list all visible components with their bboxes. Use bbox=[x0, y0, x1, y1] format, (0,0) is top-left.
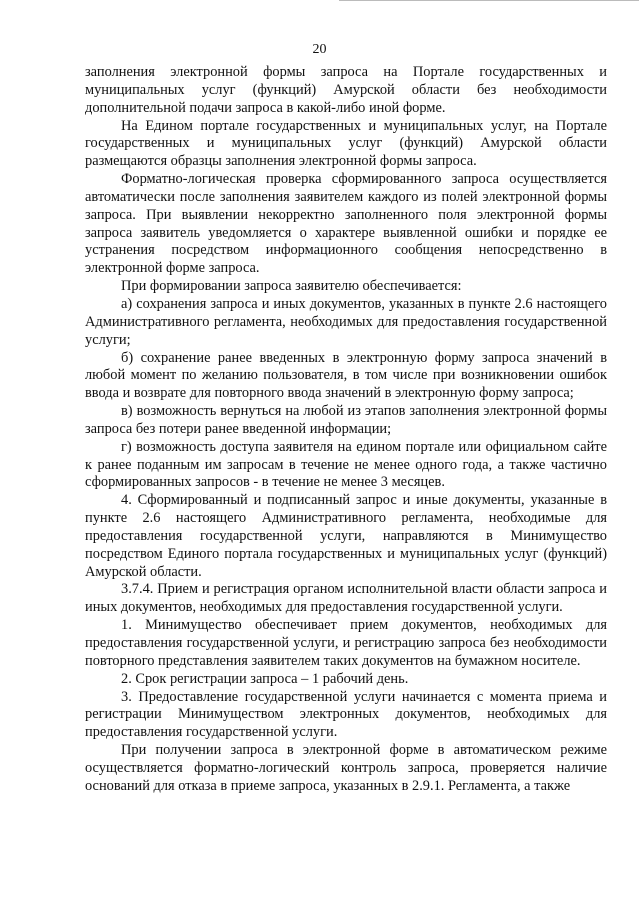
document-body bbox=[85, 64, 607, 796]
list-item-b: б) сохранение ранее введенных в электронную форму запроса значений в любой момент по желанию пользователя, в том числе при возникновении ошибок ввода и возврате для повторного ввода значений в электронную форму запроса; bbox=[85, 349, 607, 402]
paragraph-item-1: 1. Минимущество обеспечивает прием документов, необходимых для предоставления государственной услуги, и регистрацию запроса без необходимости повторного представления заявителем таких документов на бумажном носителе. bbox=[85, 617, 607, 669]
scan-edge-line bbox=[339, 0, 639, 3]
section-heading-3-7-4: 3.7.4. Прием и регистрация органом исполнительной власти области запроса и иных документов, необходимых для предоставления государственной услуги. bbox=[85, 581, 607, 616]
list-item-v: в) возможность вернуться на любой из этапов заполнения электронной формы запроса без потери ранее введенной информации; bbox=[85, 403, 607, 437]
paragraph-1: заполнения электронной формы запроса на Портале государственных и муниципальных услуг (функций) Амурской области без необходимости дополнительной подачи запроса в какой-либо иной форме. bbox=[85, 64, 607, 116]
paragraph-last: При получении запроса в электронной форме в автоматическом режиме осуществляется форматно-логический контроль запроса, проверяется наличие оснований для отказа в приеме запроса, указанных в 2.9.1. Регламента, а также bbox=[85, 742, 607, 794]
paragraph-item-2: 2. Срок регистрации запроса – 1 рабочий день. bbox=[121, 670, 409, 687]
paragraph-item-4: 4. Сформированный и подписанный запрос и иные документы, указанные в пункте 2.6 настоящего Административного регламента, необходимые для предоставления государственной услуги, направляются в Минимущество посредством Единого портала государственных и муниципальных услуг (функций) Амурской области. bbox=[85, 492, 607, 580]
list-item-a: а) сохранения запроса и иных документов, указанных в пункте 2.6 настоящего Административного регламента, необходимых для предоставления государственной услуги; bbox=[85, 295, 607, 348]
paragraph-3: Форматно-логическая проверка сформированного запроса осуществляется автоматически после заполнения заявителем каждого из полей электронной формы запроса. При выявлении некорректно заполненного поля электронной формы запроса заявитель уведомляется о характере выявленной ошибки и порядке ее устранения посредством информационного сообщения непосредственно в электронной форме запроса. bbox=[85, 171, 607, 277]
paragraph-item-3: 3. Предоставление государственной услуги начинается с момента приема и регистрации Минимуществом электронных документов, необходимых для предоставления государственной услуги. bbox=[85, 688, 607, 741]
list-item-g: г) возможность доступа заявителя на едином портале или официальном сайте к ранее поданным им запросам в течение не менее одного года, а также частично сформированных запросов - в течение не менее 3 месяцев. bbox=[85, 438, 607, 491]
page-number: 20 bbox=[312, 42, 327, 57]
paragraph-4: При формировании запроса заявителю обеспечивается: bbox=[121, 278, 462, 295]
paragraph-2: На Едином портале государственных и муниципальных услуг, на Портале государственных и муниципальных услуг (функций) Амурской области размещаются образцы заполнения электронной формы запроса. bbox=[85, 117, 607, 170]
